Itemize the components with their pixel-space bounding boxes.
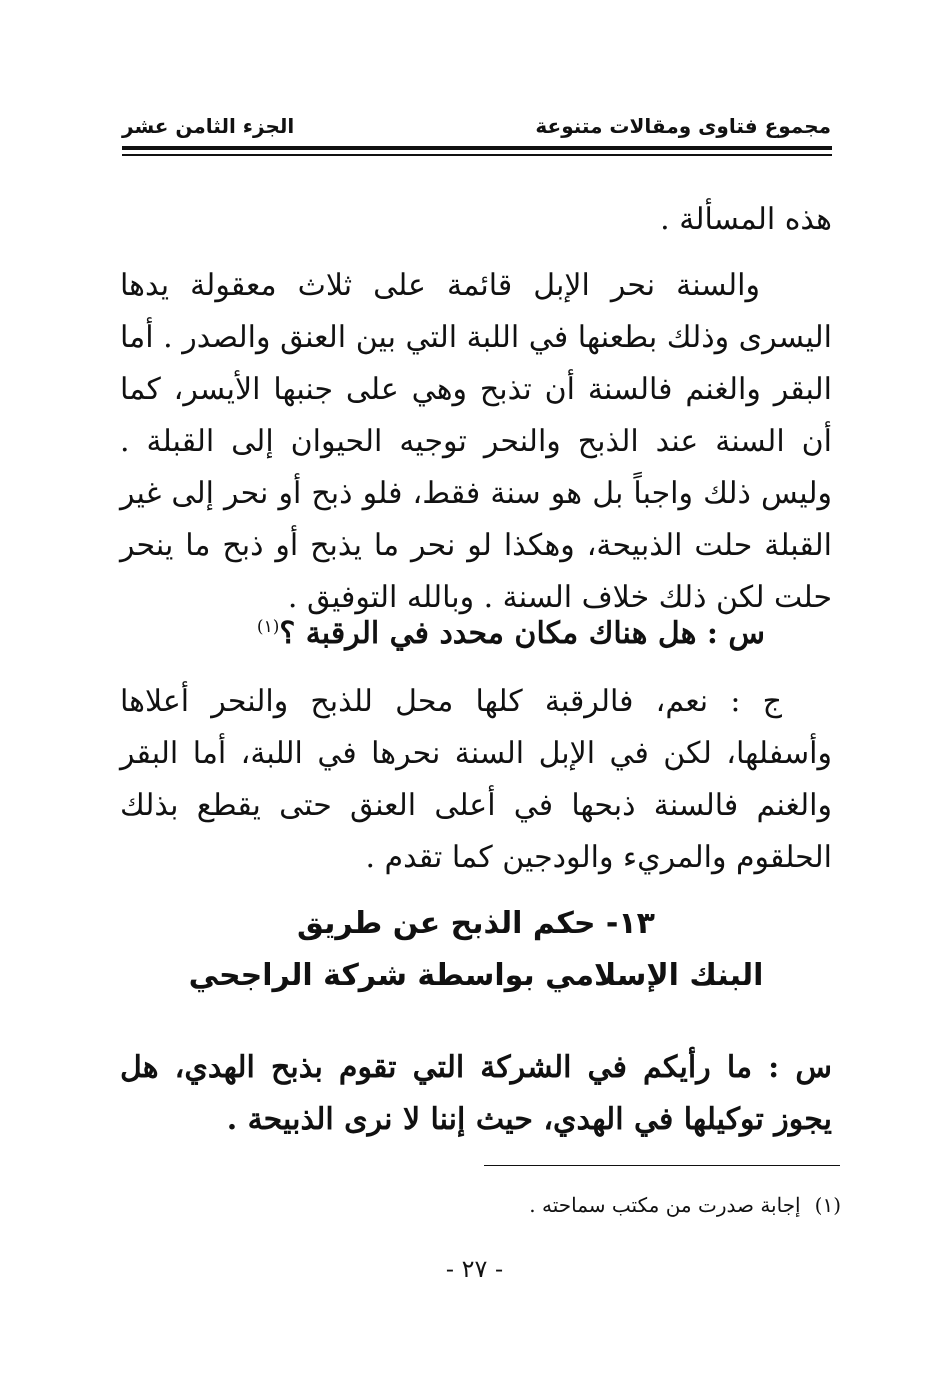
footnote-text: إجابة صدرت من مكتب سماحته . <box>529 1193 801 1217</box>
section-heading-line2: البنك الإسلامي بواسطة شركة الراجحي <box>188 958 764 993</box>
footnote-rule <box>484 1165 840 1166</box>
paragraph-sunnah: والسنة نحر الإبل قائمة على ثلاث معقولة يدها اليسرى وذلك بطعنها في اللبة التي بين العنق والصدر . أما البقر والغنم فالسنة أن تذبح وهي على جنبها الأيسر، كما أن السنة عند الذبح والنحر توجيه الحيوان إلى القبلة . وليس ذلك واجباً بل هو سنة فقط، فلو ذبح أو نحر إلى غير القبلة حلت الذبيحة، وهكذا لو نحر ما يذبح أو ذبح ما ينحر حلت لكن ذلك خلاف السنة . وبالله التوفيق . <box>120 268 833 615</box>
footnote <box>529 1193 841 1217</box>
header-rule-thick <box>122 146 832 150</box>
paragraph-continuation: هذه المسألة . <box>660 202 832 237</box>
header-rule-thin <box>122 154 832 156</box>
section-heading-line1: ١٣- حكم الذبح عن طريق <box>297 906 655 941</box>
question-company: س : ما رأيكم في الشركة التي تقوم بذبح الهدي، هل يجوز توكيلها في الهدي، حيث إننا لا نرى الذبيحة . <box>120 1050 832 1137</box>
question-text: س : هل هناك مكان محدد في الرقبة ؟ <box>279 616 765 651</box>
footnote-ref: (١) <box>256 617 280 637</box>
answer-neck: ج : نعم، فالرقبة كلها محل للذبح والنحر أعلاها وأسفلها، لكن في الإبل السنة نحرها في اللبة، أما البقر والغنم فالسنة ذبحها في أعلى العنق حتى يقطع بذلك الحلقوم والمريء والودجين كما تقدم . <box>120 684 832 875</box>
volume-label: الجزء الثامن عشر <box>122 114 295 138</box>
footnote-number: (١) <box>814 1193 841 1217</box>
page-number: - ٢٧ - <box>445 1255 504 1283</box>
question-neck <box>257 616 765 651</box>
book-title: مجموع فتاوى ومقالات متنوعة <box>535 114 831 138</box>
